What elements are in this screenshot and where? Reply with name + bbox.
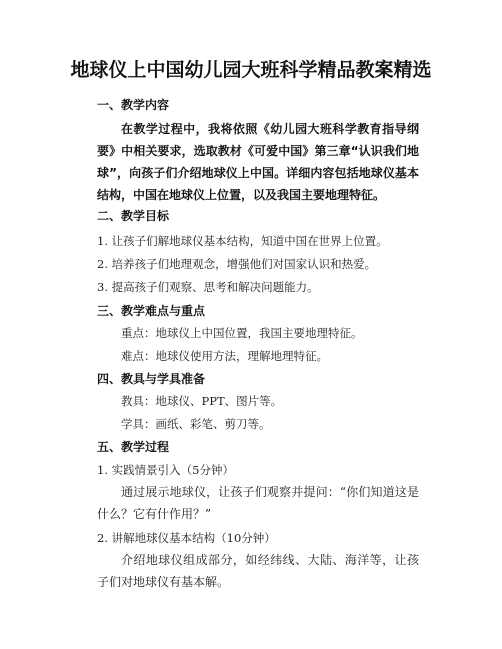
goal-item-2: 2. 培养孩子们地理观念，增强他们对国家认识和热爱。 [97, 257, 377, 271]
process-step-2: 2. 讲解地球仪基本结构（10分钟） [97, 531, 276, 545]
process-step-1-text: 通过展示地球仪，让孩子们观察并提问：“你们知道这是什么？它有什作用？” [97, 485, 419, 521]
section-heading-process: 五、教学过程 [97, 440, 170, 454]
goal-item-1: 1. 让孩子们解地球仪基本结构，知道中国在世界上位置。 [97, 234, 388, 248]
section-heading-goals: 二、教学目标 [97, 209, 170, 223]
goal-item-3: 3. 提高孩子们观察、思考和解决问题能力。 [97, 280, 319, 294]
document-title: 地球仪上中国幼儿园大班科学精品教案精选 [70, 59, 432, 81]
process-step-1: 1. 实践情景引入（5分钟） [97, 463, 234, 477]
section-heading-content: 一、教学内容 [97, 98, 170, 112]
section-heading-key-points: 三、教学难点与重点 [97, 304, 206, 318]
difficulty-item: 难点：地球仪使用方法，理解地理特征。 [121, 349, 328, 363]
teaching-aids-item: 教具：地球仪、PPT、图片等。 [121, 394, 283, 408]
key-point-item: 重点：地球仪上中国位置，我国主要地理特征。 [121, 326, 363, 340]
section-content-paragraph: 在教学过程中，我将依照《幼儿园大班科学教育指导纲要》中相关要求，选取教材《可爱中国》第三章“认识我们地球”，向孩子们介绍地球仪上中国。详细内容包括地球仪基本结构，中国在地球仪上位置，以及我国主要地理特征。 [97, 122, 419, 202]
process-step-2-text: 介绍地球仪组成部分，如经纬线、大陆、海洋等，让孩子们对地球仪有基本解。 [97, 553, 419, 589]
learning-tools-item: 学具：画纸、彩笔、剪刀等。 [121, 417, 271, 431]
section-heading-materials: 四、教具与学具准备 [97, 372, 206, 386]
